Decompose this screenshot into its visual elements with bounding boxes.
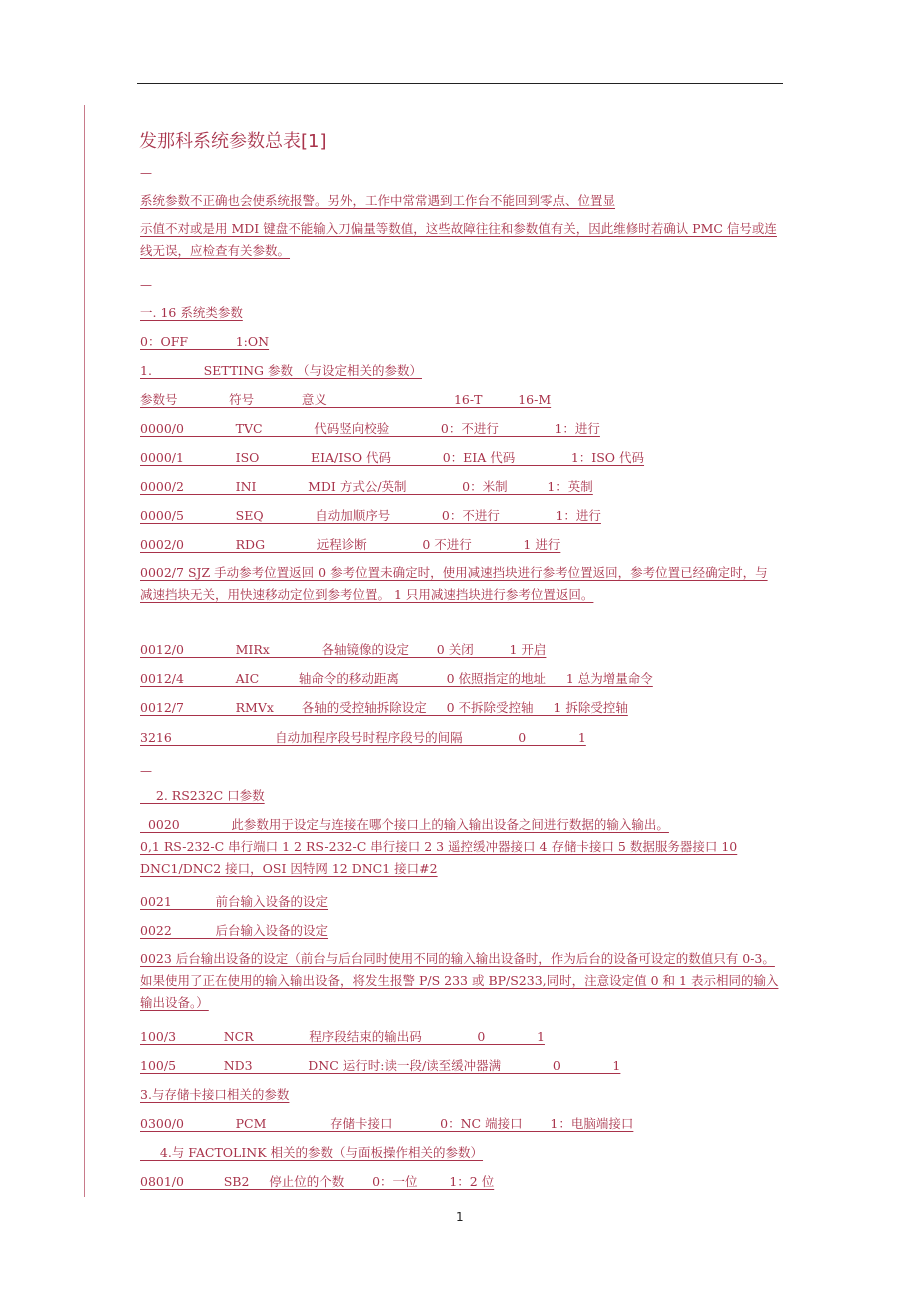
port-list: 0,1 RS-232-C 串行端口 1 2 RS-232-C 串行接口 2 3 遥控缓冲器接口 4 存储卡接口 5 数据服务器接口 10 DNC1/DNC2 接口，OSI 因特网 12 DNC1 接口#2 [140,839,738,876]
section1-heading: 一. 16 系统类参数 [140,305,243,320]
page-number: 1 [456,1210,464,1224]
dash-mark: — [140,278,152,292]
dash-mark: — [140,166,152,180]
param-row: 0002/0 RDG 远程诊断 0 不进行 1 进行 [140,537,561,552]
page-title: 发那科系统参数总表[1] [139,131,327,152]
section2-heading: 2. RS232C 口参数 [140,788,265,803]
section4-heading: 4.与 FACTOLINK 相关的参数（与面板操作相关的参数） [140,1145,484,1160]
revision-bar [84,105,85,1197]
setting-subheading: 1. SETTING 参数 （与设定相关的参数） [140,363,422,378]
param-0023: 0023 后台输出设备的设定（前台与后台同时使用不同的输入输出设备时，作为后台的设备可设定的数值只有 0-3。如果使用了正在使用的输入输出设备，将发生报警 P/S 233 或 BP/S233,同时，注意设定值 0 和 1 表示相同的输入输出设备。） [140,951,779,1010]
param-0021: 0021 前台输入设备的设定 [140,894,329,909]
section3-heading: 3.与存储卡接口相关的参数 [140,1087,290,1102]
param-row: 0000/1 ISO EIA/ISO 代码 0：EIA 代码 1：ISO 代码 [140,450,645,465]
param-row: 0012/0 MIRx 各轴镜像的设定 0 关闭 1 开启 [140,642,547,657]
param-0022: 0022 后台输入设备的设定 [140,923,329,938]
table-header: 参数号 符号 意义 16-T 16-M [140,392,552,407]
header-rule [137,83,783,84]
param-100-5: 100/5 ND3 DNC 运行时:读一段/读至缓冲器满 0 1 [140,1058,621,1073]
param-row-sjz: 0002/7 SJZ 手动参考位置返回 0 参考位置未确定时，使用减速挡块进行参考位置返回，参考位置已经确定时，与减速挡块无关，用快速移动定位到参考位置。 1 只用减速挡块进行参考位置返回。 [140,565,768,602]
param-row: 0000/5 SEQ 自动加顺序号 0：不进行 1：进行 [140,508,601,523]
param-0801: 0801/0 SB2 停止位的个数 0：一位 1：2 位 [140,1174,495,1189]
param-row: 0012/4 AIC 轴命令的移动距离 0 依照指定的地址 1 总为增量命令 [140,671,653,686]
param-0020: 0020 此参数用于设定与连接在哪个接口上的输入输出设备之间进行数据的输入输出。 [140,817,669,832]
dash-mark: — [140,764,152,778]
param-100-3: 100/3 NCR 程序段结束的输出码 0 1 [140,1029,545,1044]
onoff-legend: 0：OFF 1:ON [140,334,270,349]
param-row: 0012/7 RMVx 各轴的受控轴拆除设定 0 不拆除受控轴 1 拆除受控轴 [140,700,628,715]
param-row: 0000/0 TVC 代码竖向校验 0：不进行 1：进行 [140,421,600,436]
param-0300: 0300/0 PCM 存储卡接口 0：NC 端接口 1：电脑端接口 [140,1116,634,1131]
intro-line-1: 系统参数不正确也会使系统报警。另外，工作中常常遇到工作台不能回到零点、位置显 [140,193,616,208]
param-row: 3216 自动加程序段号时程序段号的间隔 0 1 [140,730,586,745]
param-row: 0000/2 INI MDI 方式公/英制 0：米制 1：英制 [140,479,593,494]
intro-line-2: 示值不对或是用 MDI 键盘不能输入刀偏量等数值，这些故障往往和参数值有关，因此维修时若确认 PMC 信号或连线无误，应检查有关参数。 [140,221,777,258]
